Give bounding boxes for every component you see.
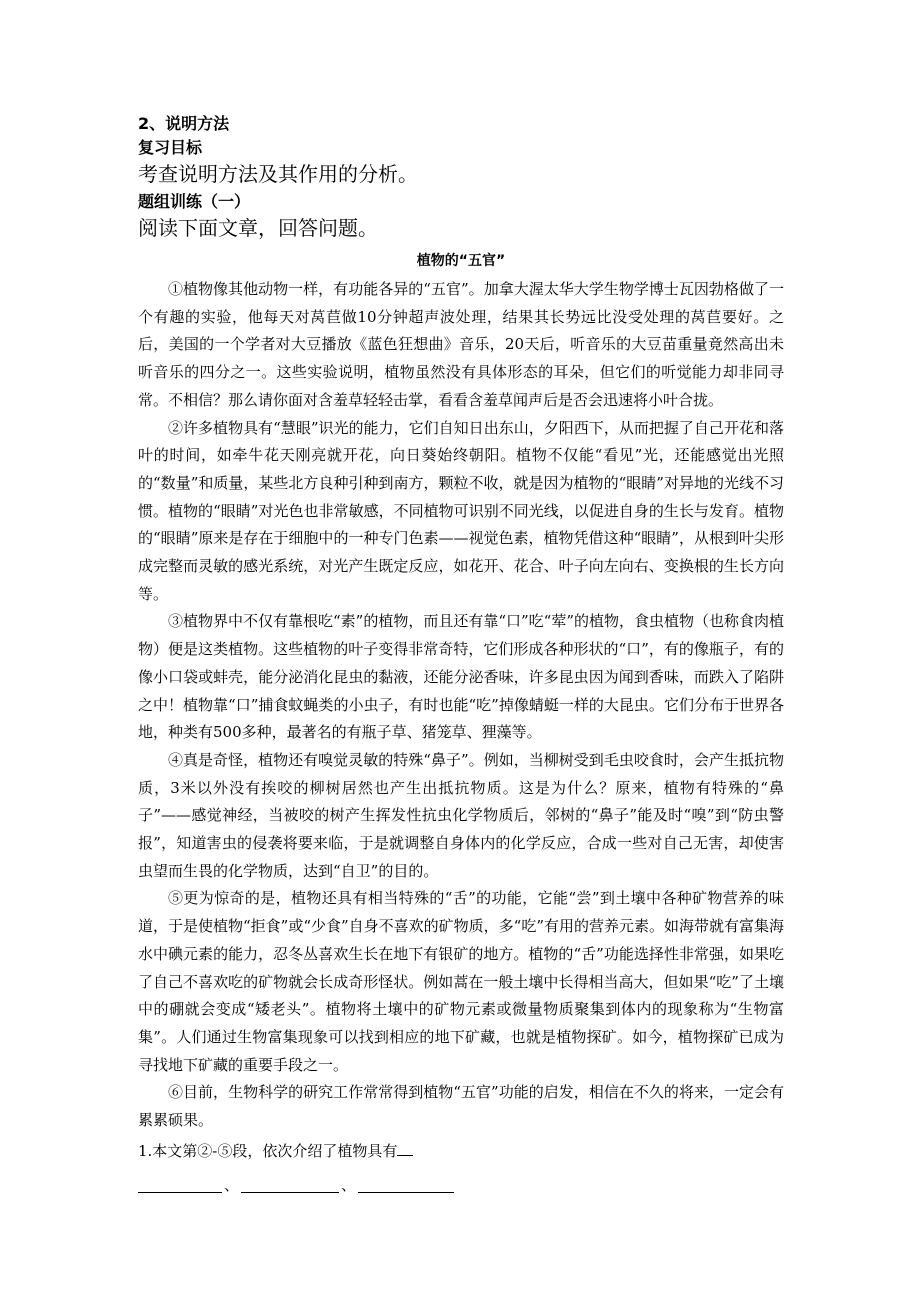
- question-1-text: 1.本文第②-⑤段，依次介绍了植物具有: [138, 1141, 398, 1160]
- article-paragraph-4: ④真是奇怪，植物还有嗅觉灵敏的特殊“鼻子”。例如，当柳树受到毛虫咬食时，会产生抵抗物质，3米以外没有挨咬的柳树居然也产生出抵抗物质。这是为什么？原来，植物有特殊的“鼻子”——感觉神经，当被咬的树产生挥发性抗虫化学物质后，邻树的“鼻子”能及时“嗅”到“防虫警报”，知道害虫的侵袭将要来临，于是就调整自身体内的化学反应，合成一些对自己无害，却使害虫望而生畏的化学物质，达到“自卫”的目的。: [138, 750, 784, 880]
- answer-blank-1[interactable]: [138, 1176, 222, 1193]
- article-paragraph-3: ③植物界中不仅有靠根吃“素”的植物，而且还有靠“口”吃“荤”的植物，食虫植物（也称食肉植物）便是这类植物。这些植物的叶子变得非常奇特，它们形成各种形状的“口”，有的像瓶子，有的像小口袋或蚌壳，能分泌消化昆虫的黏液，还能分泌香味，许多昆虫因为闻到香味，而跌入了陷阱之中！植物靠“口”捕食蚊蝇类的小虫子，有时也能“吃”掉像蜻蜓一样的大昆虫。它们分布于世界各地，种类有500多种，最著名的有瓶子草、猪笼草、狸藻等。: [138, 612, 785, 742]
- question-1: [138, 1137, 784, 1165]
- section-heading: 2、说明方法: [138, 114, 230, 133]
- answer-blank-2[interactable]: [241, 1176, 339, 1193]
- review-goal-label: 复习目标: [138, 138, 203, 157]
- blank-separator: 、: [224, 1175, 240, 1194]
- article-paragraph-2: ②许多植物具有“慧眼”识光的能力，它们自知日出东山，夕阳西下，从而把握了自己开花和落叶的时间，如牵牛花天刚亮就开花，向日葵始终朝阳。植物不仅能“看见”光，还能感觉出光照的“数量”和质量，某些北方良种引种到南方，颗粒不收，就是因为植物的“眼睛”对异地的光线不习惯。植物的“眼睛”对光色也非常敏感，不同植物可识别不同光线，以促进自身的生长与发育。植物的“眼睛”原来是存在于细胞中的一种专门色素——视觉色素，植物凭借这种“眼睛”，从根到叶尖形成完整而灵敏的感光系统，对光产生既定反应，如花开、花合、叶子向左向右、变换根的生长方向等。: [138, 418, 784, 603]
- article-paragraph-5: ⑤更为惊奇的是，植物还具有相当特殊的“舌”的功能，它能“尝”到土壤中各种矿物营养的味道，于是使植物“拒食”或“少食”自身不喜欢的矿物质，多“吃”有用的营养元素。如海带就有富集海水中碘元素的能力，忍冬丛喜欢生长在地下有银矿的地方。植物的“舌”功能选择性非常强，如果吃了自己不喜欢吃的矿物就会长成奇形怪状。例如蒿在一般土壤中长得相当高大，但如果“吃”了土壤中的硼就会变成“矮老头”。植物将土壤中的矿物元素或微量物质聚集到体内的现象称为“生物富集”。人们通过生物富集现象可以找到相应的地下矿藏，也就是植物探矿。如今，植物探矿已成为寻找地下矿藏的重要手段之一。: [138, 889, 785, 1074]
- article-paragraph-1: ①植物像其他动物一样，有功能各异的“五官”。加拿大渥太华大学生物学博士瓦因勃格做了一个有趣的实验，他每天对莴苣做10分钟超声波处理，结果其长势远比没受处理的莴苣要好。之后，美国的一个学者对大豆播放《蓝色狂想曲》音乐，20天后，听音乐的大豆苗重量竟然高出未听音乐的四分之一。这些实验说明，植物虽然没有具体形态的耳朵，但它们的听觉能力却非同寻常。不相信？那么请你面对含羞草轻轻击掌，看看含羞草闻声后是否会迅速将小叶合拢。: [138, 280, 784, 409]
- article-paragraph-6: ⑥目前，生物科学的研究工作常常得到植物“五官”功能的启发，相信在不久的将来，一定会有累累硕果。: [138, 1083, 784, 1130]
- exercise-group-label: 题组训练（一）: [138, 192, 251, 211]
- blank-separator: 、: [341, 1175, 357, 1194]
- answer-blanks-row: [138, 1173, 784, 1193]
- reading-instruction: 阅读下面文章，回答问题。: [138, 216, 378, 240]
- article-title: 植物的“五官”: [416, 253, 506, 269]
- answer-blank-3[interactable]: [358, 1176, 454, 1193]
- document-page: [138, 112, 784, 1193]
- review-goal-text: 考查说明方法及其作用的分析。: [138, 162, 418, 186]
- answer-blank-inline[interactable]: [397, 1141, 413, 1156]
